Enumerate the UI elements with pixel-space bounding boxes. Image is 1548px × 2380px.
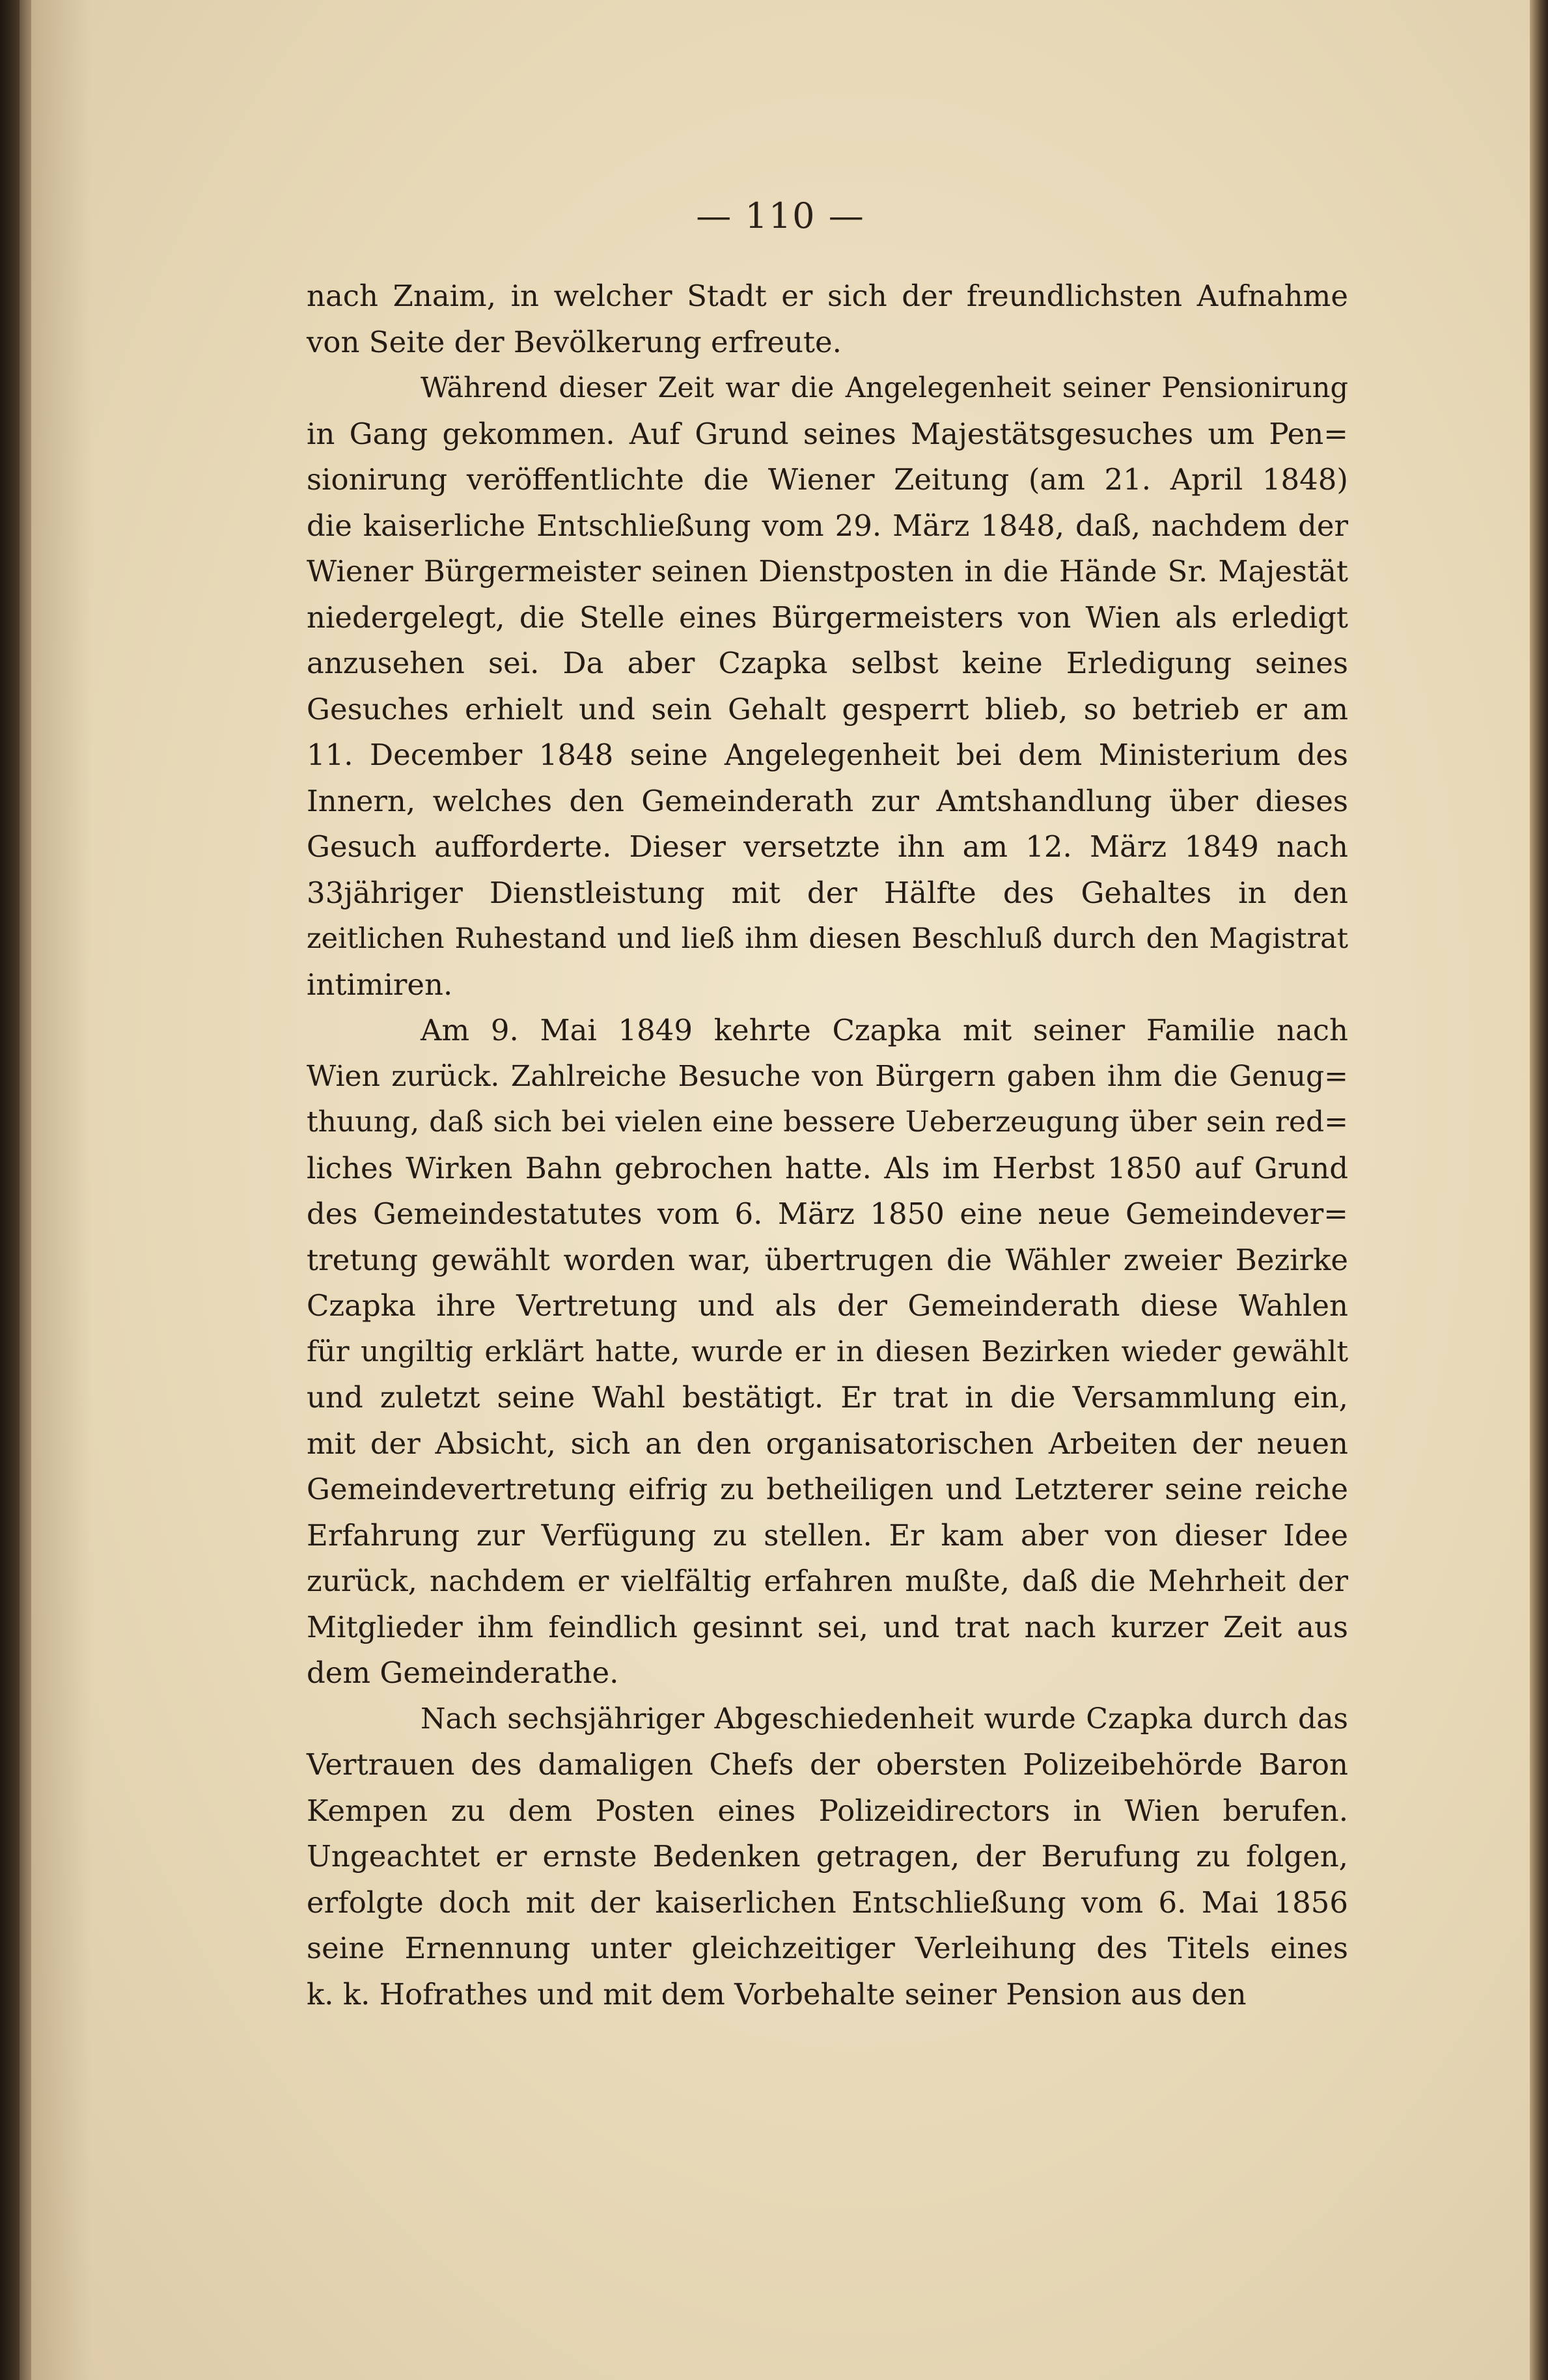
- text-line: Während dieser Zeit war die Angelegenheit seiner Pensionirung: [421, 372, 1348, 404]
- paragraph: [307, 1696, 1348, 2018]
- text-line: Ungeachtet er ernste Bedenken getragen, der Berufung zu folgen,: [307, 1839, 1348, 1874]
- text-line: Wien zurück. Zahlreiche Besuche von Bürgern gaben ihm die Genug=: [307, 1059, 1348, 1093]
- text-line: k. k. Hofrathes und mit dem Vorbehalte seiner Pension aus den: [307, 1976, 1247, 2012]
- text-line: 33jähriger Dienstleistung mit der Hälfte des Gehaltes in den: [307, 875, 1348, 910]
- text-line: Vertrauen des damaligen Chefs der obersten Polizeibehörde Baron: [307, 1747, 1348, 1782]
- text-line: Nach sechsjähriger Abgeschiedenheit wurde Czapka durch das: [421, 1702, 1348, 1736]
- paper-page: [31, 0, 1530, 2380]
- text-line: dem Gemeinderathe.: [307, 1655, 619, 1690]
- text-line: und zuletzt seine Wahl bestätigt. Er trat in die Versammlung ein,: [307, 1380, 1348, 1415]
- text-line: nach Znaim, in welcher Stadt er sich der freundlichsten Aufnahme: [307, 279, 1348, 313]
- text-line: die kaiserliche Entschließung vom 29. März 1848, daß, nachdem der: [307, 508, 1348, 543]
- text-line: in Gang gekommen. Auf Grund seines Majestätsgesuches um Pen=: [307, 416, 1348, 451]
- text-line: Gesuches erhielt und sein Gehalt gesperrt blieb, so betrieb er am: [307, 691, 1348, 726]
- text-line: Gemeindevertretung eifrig zu betheiligen und Letzterer seine reiche: [307, 1472, 1348, 1506]
- page-stack-edge: [1530, 0, 1548, 2380]
- text-line: tretung gewählt worden war, übertrugen die Wähler zweier Bezirke: [307, 1242, 1348, 1277]
- text-line: anzusehen sei. Da aber Czapka selbst keine Erledigung seines: [307, 646, 1348, 680]
- text-line: intimiren.: [307, 967, 453, 1002]
- body-text: [307, 273, 1348, 2017]
- facing-page-edge: [20, 0, 31, 2380]
- text-line: Erfahrung zur Verfügung zu stellen. Er kam aber von dieser Idee: [307, 1517, 1348, 1553]
- text-line: Kempen zu dem Posten eines Polizeidirectors in Wien berufen.: [307, 1793, 1348, 1828]
- text-line: liches Wirken Bahn gebrochen hatte. Als im Herbst 1850 auf Grund: [307, 1150, 1348, 1185]
- text-line: niedergelegt, die Stelle eines Bürgermeisters von Wien als erledigt: [307, 600, 1348, 635]
- text-line: Czapka ihre Vertretung und als der Gemeinderath diese Wahlen: [307, 1288, 1348, 1323]
- text-line: Innern, welches den Gemeinderath zur Amtshandlung über dieses: [307, 783, 1348, 818]
- text-line: zurück, nachdem er vielfältig erfahren mußte, daß die Mehrheit der: [307, 1564, 1348, 1598]
- text-line: Gesuch aufforderte. Dieser versetzte ihn am 12. März 1849 nach: [307, 829, 1348, 864]
- page-number: — 110 —: [696, 195, 865, 236]
- text-line: 11. December 1848 seine Angelegenheit bei dem Ministerium des: [307, 738, 1348, 772]
- text-line: thuung, daß sich bei vielen eine bessere Ueberzeugung über sein red=: [307, 1105, 1348, 1139]
- text-line: mit der Absicht, sich an den organisatorischen Arbeiten der neuen: [307, 1426, 1348, 1461]
- paragraph: [307, 365, 1348, 1008]
- text-line: zeitlichen Ruhestand und ließ ihm diesen Beschluß durch den Magistrat: [307, 922, 1348, 955]
- text-line: für ungiltig erklärt hatte, wurde er in diesen Bezirken wieder gewählt: [307, 1335, 1348, 1368]
- text-line: sionirung veröffentlichte die Wiener Zeitung (am 21. April 1848): [307, 462, 1348, 497]
- text-line: erfolgte doch mit der kaiserlichen Entschließung vom 6. Mai 1856: [307, 1885, 1348, 1920]
- paragraph: [307, 1008, 1348, 1696]
- text-line: Wiener Bürgermeister seinen Dienstposten in die Hände Sr. Majestät: [307, 554, 1348, 588]
- text-line: seine Ernennung unter gleichzeitiger Verleihung des Titels eines: [307, 1931, 1348, 1965]
- text-line: des Gemeindestatutes vom 6. März 1850 eine neue Gemeindever=: [307, 1197, 1348, 1231]
- book-binding: [0, 0, 20, 2380]
- paragraph: [307, 273, 1348, 365]
- text-line: Am 9. Mai 1849 kehrte Czapka mit seiner Familie nach: [421, 1013, 1348, 1047]
- text-line: von Seite der Bevölkerung erfreute.: [307, 324, 842, 359]
- text-line: Mitglieder ihm feindlich gesinnt sei, und trat nach kurzer Zeit aus: [307, 1609, 1348, 1644]
